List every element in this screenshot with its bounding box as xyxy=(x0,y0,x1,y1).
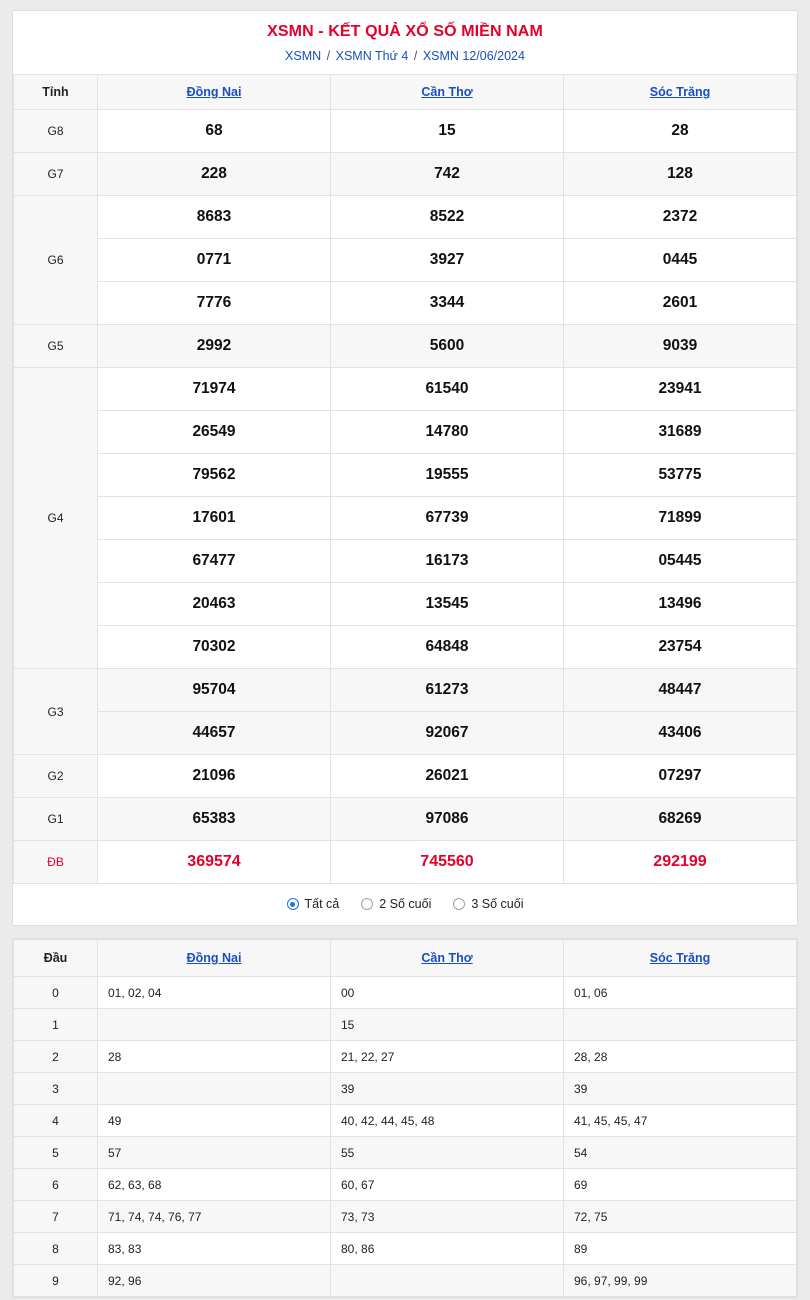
tail-header-dau: Đầu xyxy=(14,940,98,977)
tail-province-link-dongnai[interactable]: Đồng Nai xyxy=(186,951,242,965)
result-cell: 28 xyxy=(564,110,797,153)
result-cell: 0771 xyxy=(98,239,331,282)
result-cell: 26021 xyxy=(331,755,564,798)
table-row xyxy=(14,540,797,583)
tail-cell: 62, 63, 68 xyxy=(98,1169,331,1201)
prize-label-g2: G2 xyxy=(14,755,98,798)
result-cell: 65383 xyxy=(98,798,331,841)
table-row xyxy=(14,626,797,669)
result-cell: 97086 xyxy=(331,798,564,841)
tail-cell: 40, 42, 44, 45, 48 xyxy=(331,1105,564,1137)
table-row xyxy=(14,583,797,626)
table-row xyxy=(14,1105,797,1137)
prize-label-g4: G4 xyxy=(14,368,98,669)
prize-label-g8: G8 xyxy=(14,110,98,153)
tail-province-link-soctrang[interactable]: Sóc Trăng xyxy=(649,951,711,965)
table-row xyxy=(14,712,797,755)
radio-icon-last2[interactable] xyxy=(361,898,373,910)
breadcrumb-separator-2: / xyxy=(413,49,418,63)
tail-header-dongnai xyxy=(98,940,331,977)
tail-header-cantho xyxy=(331,940,564,977)
result-cell: 5600 xyxy=(331,325,564,368)
tail-cell: 54 xyxy=(564,1137,797,1169)
result-cell: 71899 xyxy=(564,497,797,540)
tail-cell: 57 xyxy=(98,1137,331,1169)
tail-province-link-cantho[interactable]: Cần Thơ xyxy=(421,951,473,965)
tail-head-5: 5 xyxy=(14,1137,98,1169)
result-cell: 2372 xyxy=(564,196,797,239)
result-cell: 17601 xyxy=(98,497,331,540)
result-cell: 742 xyxy=(331,153,564,196)
result-cell: 228 xyxy=(98,153,331,196)
tail-header-soctrang xyxy=(564,940,797,977)
tail-cell: 73, 73 xyxy=(331,1201,564,1233)
result-cell: 21096 xyxy=(98,755,331,798)
result-cell: 23754 xyxy=(564,626,797,669)
tail-cell: 49 xyxy=(98,1105,331,1137)
tail-table-header-row xyxy=(14,940,797,977)
page-title: XSMN - KẾT QUẢ XỔ SỐ MIỀN NAM xyxy=(267,23,543,40)
table-row xyxy=(14,110,797,153)
table-row xyxy=(14,1201,797,1233)
result-cell: 26549 xyxy=(98,411,331,454)
tail-head-1: 1 xyxy=(14,1009,98,1041)
result-cell: 53775 xyxy=(564,454,797,497)
prize-label-g5: G5 xyxy=(14,325,98,368)
result-cell-special: 745560 xyxy=(331,841,564,884)
table-row xyxy=(14,1073,797,1105)
result-cell-special: 369574 xyxy=(98,841,331,884)
result-cell: 70302 xyxy=(98,626,331,669)
radio-option-all[interactable] xyxy=(287,897,340,911)
results-header-province-label: Tỉnh xyxy=(14,75,98,110)
result-cell: 71974 xyxy=(98,368,331,411)
tail-cell: 15 xyxy=(331,1009,564,1041)
result-cell: 8522 xyxy=(331,196,564,239)
radio-label-all: Tất cả xyxy=(304,897,340,911)
result-cell: 23941 xyxy=(564,368,797,411)
tail-cell: 39 xyxy=(564,1073,797,1105)
result-cell: 44657 xyxy=(98,712,331,755)
tail-cell xyxy=(564,1009,797,1041)
prize-label-db: ĐB xyxy=(14,841,98,884)
tail-cell: 01, 06 xyxy=(564,977,797,1009)
result-cell: 48447 xyxy=(564,669,797,712)
result-cell: 19555 xyxy=(331,454,564,497)
province-link-cantho[interactable]: Cần Thơ xyxy=(421,85,473,99)
table-row xyxy=(14,1265,797,1297)
result-cell: 3344 xyxy=(331,282,564,325)
table-row xyxy=(14,755,797,798)
table-row xyxy=(14,1137,797,1169)
breadcrumb-item-weekday[interactable]: XSMN Thứ 4 xyxy=(335,49,409,63)
result-cell: 92067 xyxy=(331,712,564,755)
tail-head-0: 0 xyxy=(14,977,98,1009)
result-cell: 68269 xyxy=(564,798,797,841)
result-cell: 79562 xyxy=(98,454,331,497)
prize-label-g6: G6 xyxy=(14,196,98,325)
tail-head-2: 2 xyxy=(14,1041,98,1073)
results-table-header-row xyxy=(14,75,797,110)
tail-cell: 72, 75 xyxy=(564,1201,797,1233)
prize-label-g3: G3 xyxy=(14,669,98,755)
table-row xyxy=(14,1009,797,1041)
result-cell: 7776 xyxy=(98,282,331,325)
radio-option-last2[interactable] xyxy=(361,897,431,911)
filter-radio-group xyxy=(13,884,797,925)
result-cell: 2601 xyxy=(564,282,797,325)
province-link-dongnai[interactable]: Đồng Nai xyxy=(186,85,242,99)
tail-cell: 83, 83 xyxy=(98,1233,331,1265)
result-cell: 05445 xyxy=(564,540,797,583)
results-header-soctrang xyxy=(564,75,797,110)
results-table xyxy=(13,74,797,884)
result-cell: 31689 xyxy=(564,411,797,454)
result-cell: 68 xyxy=(98,110,331,153)
tail-head-6: 6 xyxy=(14,1169,98,1201)
tail-table xyxy=(13,939,797,1297)
tail-cell xyxy=(98,1009,331,1041)
table-row xyxy=(14,977,797,1009)
result-cell: 43406 xyxy=(564,712,797,755)
result-cell: 13496 xyxy=(564,583,797,626)
table-row xyxy=(14,497,797,540)
tail-cell: 41, 45, 45, 47 xyxy=(564,1105,797,1137)
result-cell: 0445 xyxy=(564,239,797,282)
tail-head-4: 4 xyxy=(14,1105,98,1137)
table-row xyxy=(14,325,797,368)
result-cell: 64848 xyxy=(331,626,564,669)
result-cell-special: 292199 xyxy=(564,841,797,884)
radio-icon-all[interactable] xyxy=(287,898,299,910)
tail-head-7: 7 xyxy=(14,1201,98,1233)
tail-cell: 92, 96 xyxy=(98,1265,331,1297)
tail-cell: 28, 28 xyxy=(564,1041,797,1073)
results-header-dongnai xyxy=(98,75,331,110)
radio-label-last3: 3 Số cuối xyxy=(471,897,524,911)
tail-cell: 89 xyxy=(564,1233,797,1265)
tail-cell: 01, 02, 04 xyxy=(98,977,331,1009)
radio-label-last2: 2 Số cuối xyxy=(379,897,432,911)
tail-cell: 96, 97, 99, 99 xyxy=(564,1265,797,1297)
result-cell: 15 xyxy=(331,110,564,153)
table-row xyxy=(14,196,797,239)
table-row xyxy=(14,454,797,497)
result-cell: 61540 xyxy=(331,368,564,411)
result-cell: 14780 xyxy=(331,411,564,454)
prize-label-g7: G7 xyxy=(14,153,98,196)
result-cell: 3927 xyxy=(331,239,564,282)
tail-cell: 60, 67 xyxy=(331,1169,564,1201)
tail-cell xyxy=(331,1265,564,1297)
table-row xyxy=(14,368,797,411)
radio-option-last3[interactable] xyxy=(453,897,523,911)
tail-cell xyxy=(98,1073,331,1105)
table-row xyxy=(14,411,797,454)
tail-cell: 21, 22, 27 xyxy=(331,1041,564,1073)
result-cell: 128 xyxy=(564,153,797,196)
result-cell: 13545 xyxy=(331,583,564,626)
table-row xyxy=(14,1233,797,1265)
breadcrumb xyxy=(13,41,797,74)
prize-label-g1: G1 xyxy=(14,798,98,841)
breadcrumb-item-xsmn[interactable]: XSMN xyxy=(285,49,322,63)
tail-head-9: 9 xyxy=(14,1265,98,1297)
tail-cell: 80, 86 xyxy=(331,1233,564,1265)
table-row xyxy=(14,1041,797,1073)
table-row xyxy=(14,282,797,325)
page-root xyxy=(0,10,810,1300)
result-cell: 61273 xyxy=(331,669,564,712)
result-cell: 67477 xyxy=(98,540,331,583)
tail-head-3: 3 xyxy=(14,1073,98,1105)
tail-head-8: 8 xyxy=(14,1233,98,1265)
tail-cell: 69 xyxy=(564,1169,797,1201)
breadcrumb-separator-1: / xyxy=(326,49,331,63)
result-cell: 07297 xyxy=(564,755,797,798)
radio-icon-last3[interactable] xyxy=(453,898,465,910)
results-card xyxy=(12,10,798,926)
table-row xyxy=(14,1169,797,1201)
result-cell: 67739 xyxy=(331,497,564,540)
result-cell: 95704 xyxy=(98,669,331,712)
result-cell: 9039 xyxy=(564,325,797,368)
table-row xyxy=(14,239,797,282)
table-row xyxy=(14,669,797,712)
result-cell: 8683 xyxy=(98,196,331,239)
table-row xyxy=(14,841,797,884)
tail-cell: 71, 74, 74, 76, 77 xyxy=(98,1201,331,1233)
table-row xyxy=(14,153,797,196)
tail-cell: 28 xyxy=(98,1041,331,1073)
result-cell: 2992 xyxy=(98,325,331,368)
tail-card xyxy=(12,938,798,1298)
breadcrumb-item-date[interactable]: XSMN 12/06/2024 xyxy=(422,49,525,63)
tail-cell: 39 xyxy=(331,1073,564,1105)
result-cell: 20463 xyxy=(98,583,331,626)
tail-cell: 00 xyxy=(331,977,564,1009)
table-row xyxy=(14,798,797,841)
results-header-cantho xyxy=(331,75,564,110)
tail-cell: 55 xyxy=(331,1137,564,1169)
province-link-soctrang[interactable]: Sóc Trăng xyxy=(649,85,711,99)
result-cell: 16173 xyxy=(331,540,564,583)
